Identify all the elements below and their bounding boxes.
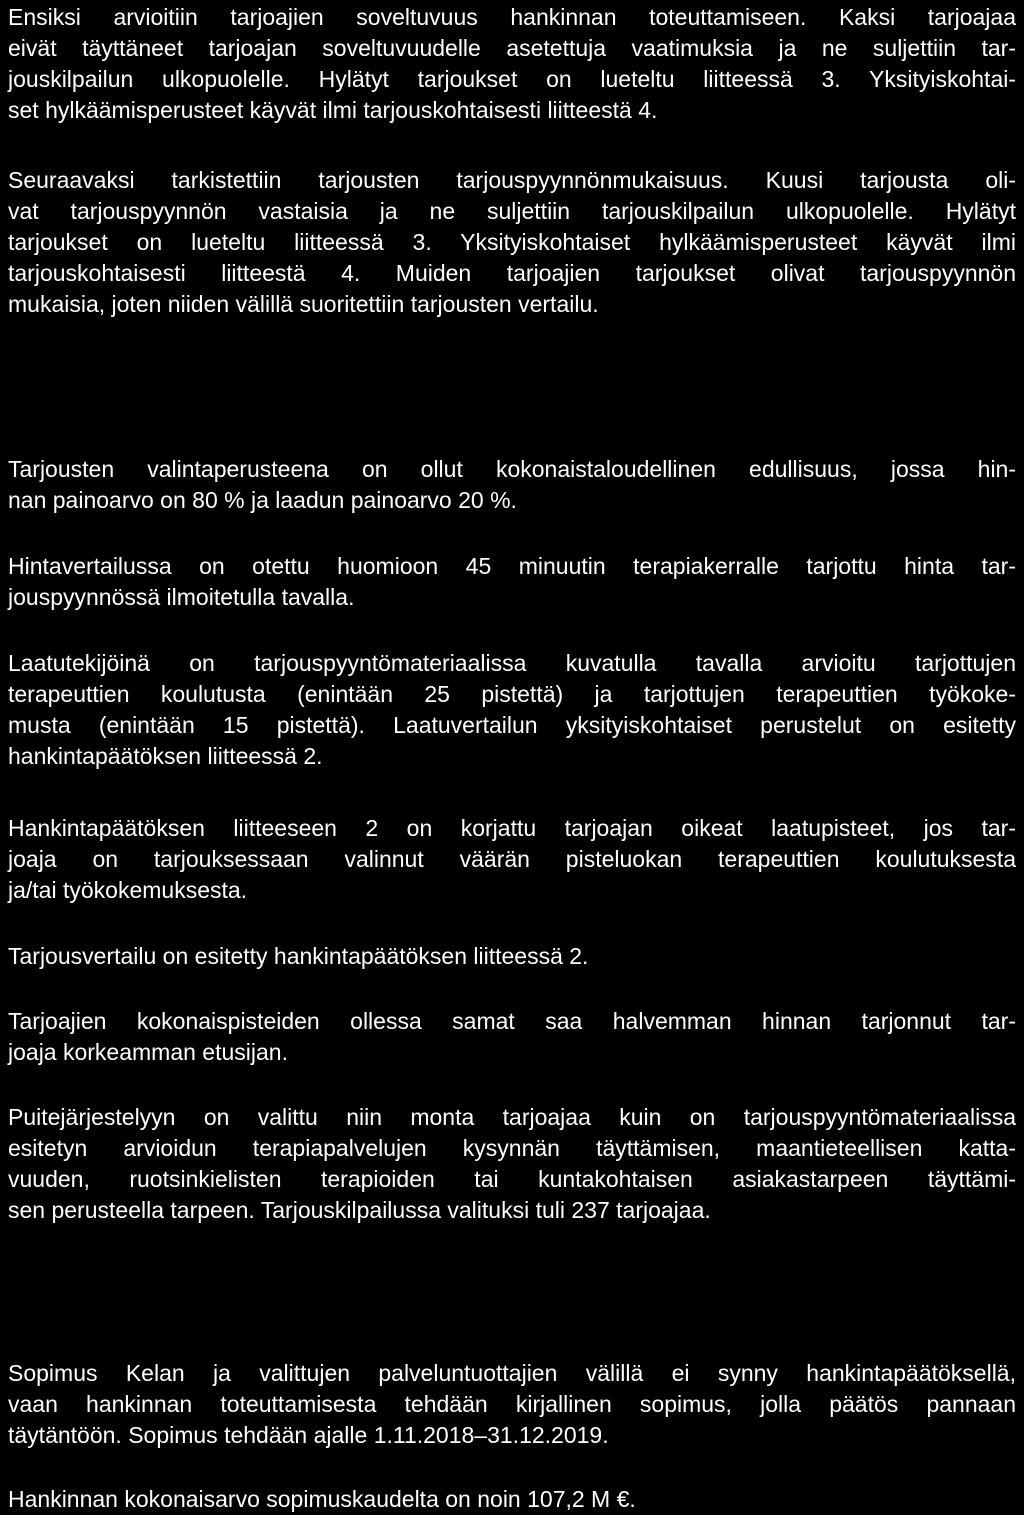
- text-line: Tarjousvertailu on esitetty hankintapäätöksen liitteessä 2.: [8, 943, 589, 969]
- text-line: Seuraavaksi tarkistettiin tarjousten tarjouspyynnönmukaisuus. Kuusi tarjousta oli-: [8, 167, 1016, 193]
- text-line: Hankintapäätöksen liitteeseen 2 on korjattu tarjoajan oikeat laatupisteet, jos tar-: [8, 815, 1016, 841]
- paragraph-contract: [8, 1358, 1016, 1451]
- text-line: joaja korkeamman etusijan.: [8, 1039, 288, 1065]
- text-line: joaja on tarjouksessaan valinnut väärän pisteluokan terapeuttien koulutuksesta: [8, 846, 1016, 872]
- text-line: vat tarjouspyynnön vastaisia ja ne suljettiin tarjouskilpailun ulkopuolelle. Hylätyt: [8, 198, 1016, 224]
- paragraph-framework-selection: [8, 1102, 1016, 1226]
- paragraph-corrections: [8, 813, 1016, 906]
- text-line: tarjoukset on lueteltu liitteessä 3. Yksityiskohtaiset hylkäämisperusteet käyvät ilmi: [8, 229, 1016, 255]
- text-line: hankintapäätöksen liitteessä 2.: [8, 743, 323, 769]
- paragraph-conformity: [8, 165, 1016, 320]
- text-line: ja/tai työkokemuksesta.: [8, 877, 248, 903]
- paragraph-comparison-reference: [8, 941, 1016, 972]
- paragraph-quality-factors: [8, 648, 1016, 772]
- text-line: eivät täyttäneet tarjoajan soveltuvuudelle asetettuja vaatimuksia ja ne suljettiin tar-: [8, 35, 1016, 61]
- text-line: Tarjoajien kokonaispisteiden ollessa samat saa halvemman hinnan tarjonnut tar-: [8, 1008, 1016, 1034]
- text-line: täytäntöön. Sopimus tehdään ajalle 1.11.2018–31.12.2019.: [8, 1422, 609, 1448]
- text-line: sen perusteella tarpeen. Tarjouskilpailussa valituksi tuli 237 tarjoajaa.: [8, 1197, 711, 1223]
- paragraph-tiebreak: [8, 1006, 1016, 1068]
- text-line: esitetyn arvioidun terapiapalvelujen kysynnän täyttämisen, maantieteellisen katta-: [8, 1135, 1016, 1161]
- text-line: Ensiksi arvioitiin tarjoajien soveltuvuus hankinnan toteuttamiseen. Kaksi tarjoajaa: [8, 4, 1016, 30]
- text-line: musta (enintään 15 pistettä). Laatuvertailun yksityiskohtaiset perustelut on esitetty: [8, 712, 1016, 738]
- text-line: Tarjousten valintaperusteena on ollut kokonaistaloudellinen edullisuus, jossa hin-: [8, 456, 1016, 482]
- text-line: Puitejärjestelyyn on valittu niin monta tarjoajaa kuin on tarjouspyyntömateriaalissa: [8, 1104, 1016, 1130]
- text-line: vuuden, ruotsinkielisten terapioiden tai kuntakohtaisen asiakastarpeen täyttämi-: [8, 1166, 1016, 1192]
- paragraph-total-value: [8, 1484, 1016, 1515]
- text-line: Hankinnan kokonaisarvo sopimuskaudelta on noin 107,2 M €.: [8, 1486, 636, 1512]
- text-line: terapeuttien koulutusta (enintään 25 pistettä) ja tarjottujen terapeuttien työkoke-: [8, 681, 1016, 707]
- text-line: jouspyynnössä ilmoitetulla tavalla.: [8, 584, 355, 610]
- paragraph-suitability: [8, 2, 1016, 126]
- paragraph-price-comparison: [8, 551, 1016, 613]
- text-line: Hintavertailussa on otettu huomioon 45 minuutin terapiakerralle tarjottu hinta tar-: [8, 553, 1016, 579]
- text-line: jouskilpailun ulkopuolelle. Hylätyt tarjoukset on lueteltu liitteessä 3. Yksityiskohtai-: [8, 66, 1016, 92]
- paragraph-criteria: [8, 454, 1016, 516]
- text-line: Laatutekijöinä on tarjouspyyntömateriaalissa kuvatulla tavalla arvioitu tarjottujen: [8, 650, 1016, 676]
- text-line: Sopimus Kelan ja valittujen palveluntuottajien välillä ei synny hankintapäätöksellä,: [8, 1360, 1016, 1386]
- text-line: set hylkäämisperusteet käyvät ilmi tarjouskohtaisesti liitteestä 4.: [8, 97, 658, 123]
- text-line: mukaisia, joten niiden välillä suoritettiin tarjousten vertailu.: [8, 291, 599, 317]
- text-line: nan painoarvo on 80 % ja laadun painoarvo 20 %.: [8, 487, 517, 513]
- text-line: tarjouskohtaisesti liitteestä 4. Muiden tarjoajien tarjoukset olivat tarjouspyynnön: [8, 260, 1016, 286]
- text-line: vaan hankinnan toteuttamisesta tehdään kirjallinen sopimus, jolla päätös pannaan: [8, 1391, 1016, 1417]
